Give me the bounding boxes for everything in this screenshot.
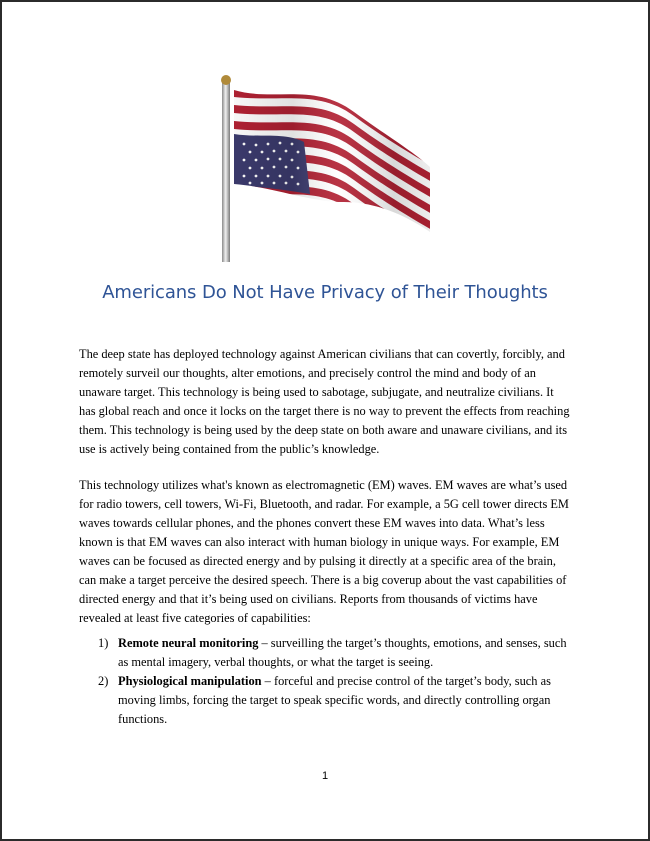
capabilities-list — [98, 634, 572, 729]
list-item-text: – surveilling the target’s thoughts, emotions, and senses, such as mental imagery, verbal thoughts, or what the target is seeing. — [118, 636, 567, 669]
document-title: Americans Do Not Have Privacy of Their Thoughts — [102, 282, 548, 303]
list-item — [98, 634, 572, 672]
paragraph-2: This technology utilizes what's known as electromagnetic (EM) waves. EM waves are what’s used for radio towers, cell towers, Wi-Fi, Bluetooth, and radar. For example, a 5G cell tower directs EM waves towards cellular phones, and the phones convert these EM waves into data. What’s less known is that EM waves can also interact with human biology in unique ways. For example, EM waves can be focused as directed energy and by pulsing it directly at a specific area of the brain, can make a target perceive the desired speech. There is a big coverup about the vast capabilities of directed energy and that it’s being used on civilians. Reports from thousands of victims have revealed at least five categories of capabilities: — [79, 478, 569, 625]
upside-down-flag-icon — [214, 72, 439, 262]
list-item — [98, 672, 572, 729]
page-number: 1 — [321, 770, 329, 782]
paragraph-1: The deep state has deployed technology against American civilians that can covertly, forcibly, and remotely surveil our thoughts, alter emotions, and precisely control the mind and body of an unaware target. This technology is being used to sabotage, subjugate, and neutralize civilians. It has global reach and once it locks on the target there is no way to prevent the effects from reaching them. This technology is being used by the deep state on both aware and unaware civilians, and its use is actively being contained from the public’s knowledge. — [79, 347, 570, 456]
list-item-term: Physiological manipulation — [118, 674, 262, 688]
list-item-term: Remote neural monitoring — [118, 636, 259, 650]
list-item-text: – forceful and precise control of the target’s body, such as moving limbs, forcing the target to speak specific words, and directly controlling organ functions. — [118, 674, 551, 726]
flag-image — [214, 72, 439, 262]
list-item-number: 1) — [98, 636, 109, 650]
list-item-number: 2) — [98, 674, 109, 688]
